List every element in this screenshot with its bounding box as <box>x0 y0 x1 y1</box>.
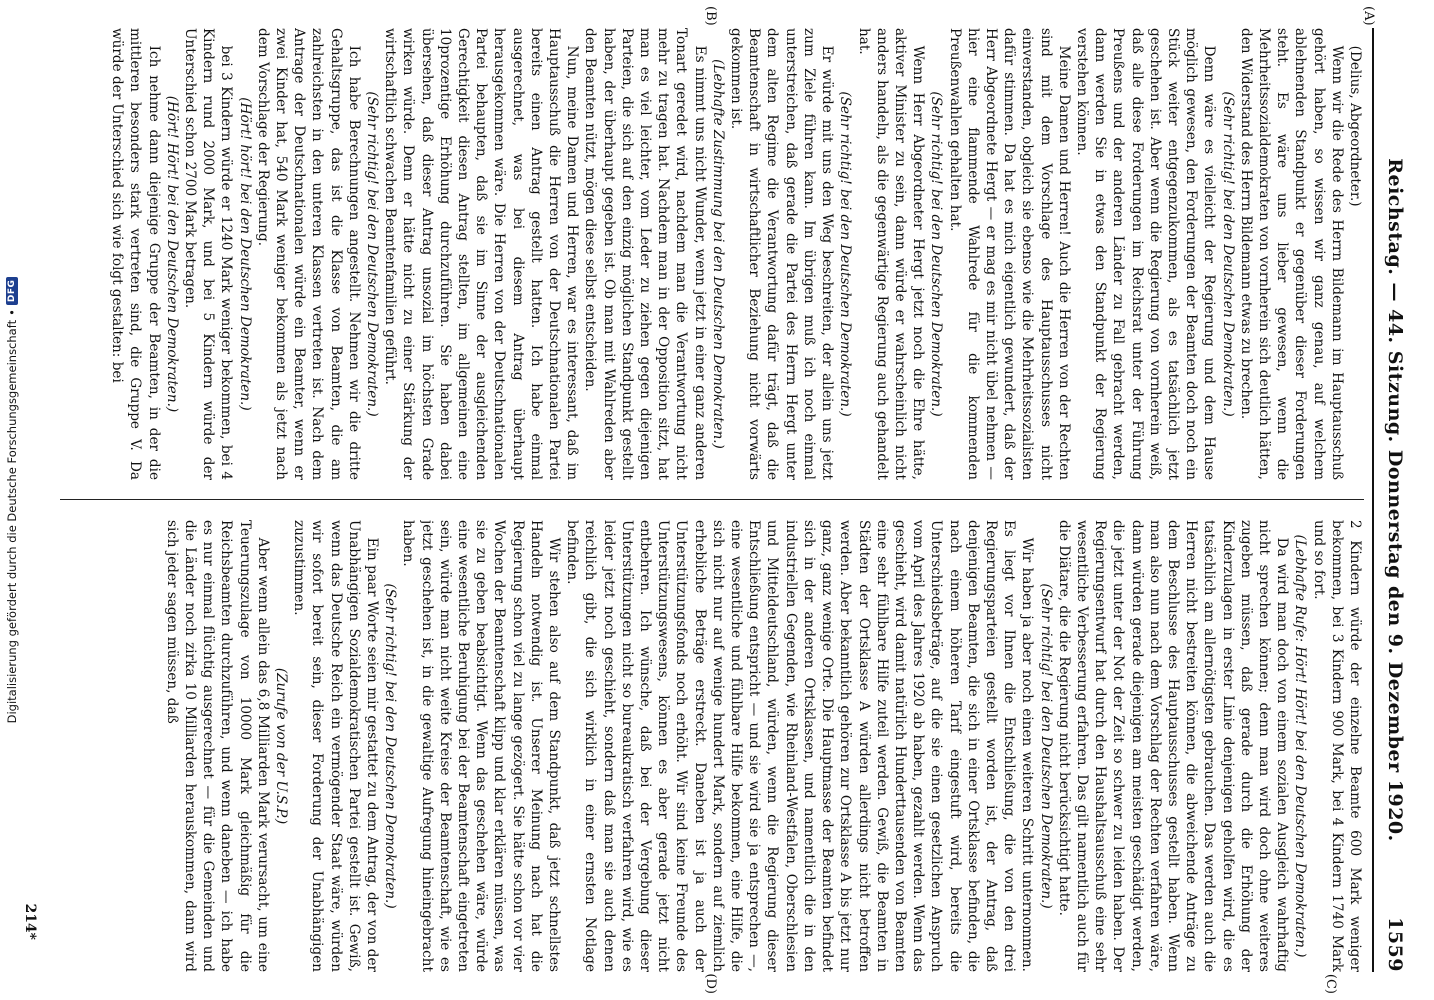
paragraph: Wenn wir die Rede des Herrn Bildemann im Hauptausschuß gehört haben, so wissen wir ganz genau, auf welchem ablehnenden Standpunkt er gegenüber dieser Forderungen steht. Es wäre uns lieber gewesen, wenn die Mehrheitssozialdemokraten von vornherein sich deutlich hätten, den Widerstand des Herrn Bildemann etwas zu brechen. <box>1237 28 1345 480</box>
paragraph: 2 Kindern würde der einzelne Beamte 600 Mark weniger bekommen, bei 3 Kindern 900 Mark, bei 4 Kindern 1740 Mark und so fort. <box>1310 520 1363 972</box>
margin-mark-d: (D) <box>703 973 718 994</box>
interjection: (Sehr richtig! bei den Deutschen Demokraten.) <box>928 91 945 417</box>
credit-text: Digitalisierung gefördert durch die Deutsche Forschungsgemeinschaft <box>5 319 19 724</box>
paragraph: Wir stehen also auf dem Standpunkt, daß jetzt schnellstes Handeln notwendig ist. Unserer Meinung nach hat die Regierung schon viel zu lange gezögert. Sie hätte schon vor vier Wochen der Beamtenschaft klipp und klar erklären müssen, was sie zu geben beabsichtigt. Wenn das geschehen wäre, würde eine wesentliche Beruhigung bei der Beamtenschaft eingetreten sein, würde man nicht weite Kreise der Beamtenschaft, wie es jetzt geschehen ist, in die gewaltige Aufregung hineingebracht haben. <box>400 520 563 972</box>
paragraph: Es nimmt uns nicht Wunder, wenn jetzt in einer ganz anderen Tonart geredet wird, nachdem man die Verantwortung nicht mehr zu tragen hat. Nachdem man in der Opposition sitzt, hat man es viel leichter, vom Leder zu ziehen gegen diejenigen Parteien, die sich auf den einzig möglichen Standpunkt gestellt haben, der überhaupt gegeben ist. Ob man mit Wahlreden aber den Beamten nützt, mögen diese selbst entscheiden. <box>582 28 708 480</box>
paragraph: Da wird man doch von einem sozialen Ausgleich wahrhaftig nicht sprechen können; denn man wird doch ohne weiteres zugeben müssen, daß gerade durch die Erhöhung der Kinderzulagen in erster Linie denjenigen geholfen wird, die es tatsächlich am allernötigsten gebrauchen. Das werden auch die Herren nicht bestreiten können, die abweichende Anträge zu dem Beschlusse des Hauptausschusses gestellt haben. Wenn man also nun nach dem Vorschlag der Rechten verfahren wäre, dann würden gerade diejenigen am meisten geschädigt werden, die jetzt unter der Not der Zeit so schwer zu leiden haben. Der Regierungsentwurf hat durch den Haushaltsausschuß eine sehr wesentliche Verbesserung erfahren. Das gilt namentlich auch für die Diätare, die die Regierung nicht berücksichtigt hatte. <box>1055 520 1291 972</box>
paragraph: Wir haben ja aber noch einen weiteren Schritt unternommen. Es liegt vor Ihnen die Entschließung, die von den drei Regierungsparteien gestellt worden ist, der Antrag, daß denjenigen Beamten, die sich in einer Ortsklasse befinden, die nach einem höheren Tarif eingestuft wird, bereits die Unterschiedsbeträge, auf die sie einen gesetzlichen Anspruch vom April des Jahres 1920 ab haben, gezahlt werden. Wenn das geschieht, wird damit natürlich Hunderttausenden von Beamten eine sehr fühlbare Hilfe zuteil werden. Gewiß, die Beamten in Städten der Ortsklasse A würden allerdings nicht betroffen werden. Aber bekanntlich gehören zur Ortsklasse A bis jetzt nur ganz, ganz wenige Orte. Die Hauptmasse der Beamten befindet sich in der anderen Ortsklassen, und namentlich die in den industriellen Gegenden, wie Rheinland-Westfalen, Oberschlesien und Mitteldeutschland, würden, wenn die Regierung dieser Entschließung entspricht — und sie wird sie ja entsprechen —, eine wesentliche und fühlbare Hilfe bekommen, eine Hilfe, die sich nicht nur auf wenige hundert Mark, sondern auf ziemlich erhebliche Beträge erstreckt. Daneben ist ja auch der Unterstützungsfonds noch erhöht. Wir sind keine Freunde des Unterstützungswesens, können es aber gerade jetzt nicht entbehren. Ich wünsche, daß bei der Vergebung dieser Unterstützungen nicht so bureaukratisch verfahren wird, wie es leider jetzt noch geschieht, sondern daß man sie auch denen reichlich gibt, die sich wirklich in einer ernsten Notlage befinden. <box>564 520 1036 972</box>
page-header <box>1372 28 1412 972</box>
interjection: (Lebhafte Rufe: Hört! Hört! bei den Deutschen Demokraten.) <box>1292 534 1309 958</box>
paragraph: Ich habe Berechnungen angestellt. Nehmen wir die dritte Gehaltsgruppe, das ist die Klasse von Beamten, die am zahlreichsten in den unteren Klassen vertreten ist. Nach dem Antrage der Deutschnationalen würde ein Beamter, wenn er zwei Kinder hat, 540 Mark weniger bekommen als jetzt nach dem Vorschlage der Regierung. <box>254 28 362 480</box>
paragraph: Wenn Herr Abgeordneter Hergt jetzt noch die Ehre hätte, aktiver Minister zu sein, dann würde er wahrscheinlich nicht anders handeln, als die gegenwärtige Regierung auch gehandelt hat. <box>855 28 927 480</box>
dfg-logo-icon: DFG <box>6 277 18 306</box>
interjection: (Sehr richtig! bei den Deutschen Demokraten.) <box>1219 91 1236 417</box>
paragraph: Nun, meine Damen und Herren, war es interessant, daß im Hauptausschuß die Herren von der Deutschnationalen Partei bereits einen Antrag gestellt hatten. Ich habe einmal ausgerechnet, was bei diesem Antrag überhaupt herausgekommen wäre. Die Herren von der Deutschnationalen Partei behaupten, daß sie im Sinne der ausgleichenden Gerechtigkeit diesen Antrag stellten, im allgemeinen eine 10prozentige Erhöhung durchzuführen. Sie haben dabei übersehen, daß dieser Antrag unsozial im höchsten Grade wirken würde. Denn er hätte nicht zu einer Stärkung der wirtschaftlich schwachen Beamtenfamilien geführt. <box>382 28 581 480</box>
paragraph: Er würde mit uns den Weg beschreiten, der allein uns jetzt zum Ziele führen kann. Im übrigen muß ich noch einmal unterstreichen, daß gerade die Partei des Herrn Hergt unter dem alten Regime die Verantwortung dafür trägt, daß die Beamtenschaft in wirtschaftlicher Beziehung nicht vorwärts gekommen ist. <box>728 28 836 480</box>
right-column <box>60 520 1364 972</box>
margin-mark-b: (B) <box>703 6 718 26</box>
paragraph: Ich nehme dann diejenige Gruppe der Beamten, in der die mittleren besonders stark vertreten sind, die Gruppe V. Da würde der Unterschied sich wie folgt gestalten: bei <box>109 28 162 480</box>
paragraph: bei 3 Kindern würde er 1240 Mark weniger bekommen, bei 4 Kindern rund 2000 Mark, und bei 5 Kindern würde der Unterschied schon 2700 Mark betragen. <box>182 28 235 480</box>
interjection: (Hört! Hört! bei den Deutschen Demokraten.) <box>163 95 180 413</box>
interjection: (Sehr richtig! bei den Deutschen Demokraten.) <box>364 91 381 417</box>
paragraph: Aber wenn allein das 6,8 Milliarden Mark verursacht, um eine Teuerungszulage von 10000 Mark gleichmäßig für die Reichsbeamten durchzuführen, und wenn daneben — ich habe es nur einmal flüchtig ausgerechnet — für die Gemeinden und die Länder noch zirka 10 Milliarden herauskommen, dann wird sich jeder sagen müssen, daß <box>163 520 271 972</box>
margin-mark-a: (A) <box>1361 6 1376 26</box>
interjection: (Sehr richtig! bei den Deutschen Demokraten.) <box>382 583 399 909</box>
margin-mark-c: (C) <box>1323 973 1338 994</box>
page-title: Reichstag. — 44. Sitzung. Donnerstag den 9. Dezember 1920. <box>1384 158 1406 842</box>
paragraph: Ein paar Worte seien mir gestattet zu dem Antrag, der von der Unabhängigen Sozialdemokratischen Partei gestellt ist. Gewiß, wenn das Deutsche Reich ein vermögender Staat wäre, würden wir sofort bereit sein, dieser Forderung der Unabhängigen zuzustimmen. <box>291 520 381 972</box>
left-column <box>60 28 1364 480</box>
column-divider <box>60 499 1364 500</box>
page-number: 1559 <box>1384 917 1406 972</box>
digitization-credit: Digitalisierung gefördert durch die Deutsche Forschungsgemeinschaft • DFG <box>2 0 22 1000</box>
paragraph: Meine Damen und Herren! Auch die Herren von der Rechten sind mit dem Vorschlage des Hauptausschusses nicht einverstanden, obgleich sie ebenso wie die Mehrheitssozialisten dafür stimmen. Da hat es mich eigentlich gewundert, daß der Herr Abgeordnete Hergt — er mag es mir nicht übel nehmen — hier eine flammende Wahlrede für die kommenden Preußenwahlen gehalten hat. <box>946 28 1072 480</box>
interjection: (Lebhafte Zustimmung bei den Deutschen Demokraten.) <box>709 59 726 449</box>
interjection: (Hört! hört! bei den Deutschen Demokraten.) <box>236 97 253 411</box>
interjection: (Sehr richtig! bei den Deutschen Demokraten.) <box>837 91 854 417</box>
interjection: (Zurufe von der U.S.P.) <box>273 667 290 825</box>
text-columns <box>60 28 1364 972</box>
signature-mark: 214* <box>22 903 38 940</box>
interjection: (Sehr richtig! bei den Deutschen Demokraten.) <box>1037 583 1054 909</box>
speaker-line: (Delius, Abgeordneter.) <box>1347 45 1363 207</box>
paragraph: Denn wäre es vielleicht der Regierung und dem Hause möglich gewesen, den Forderungen der Beamten doch noch ein Stück weiter entgegenzukommen, als es tatsächlich jetzt geschehen ist. Aber wenn die Regierung von vornherein weiß, daß alle diese Forderungen im Reichsrat unter der Führung Preußens und der anderen Länder zu Fall gebracht werden, dann werden Sie in etwas den Standpunkt der Regierung verstehen können. <box>1073 28 1218 480</box>
